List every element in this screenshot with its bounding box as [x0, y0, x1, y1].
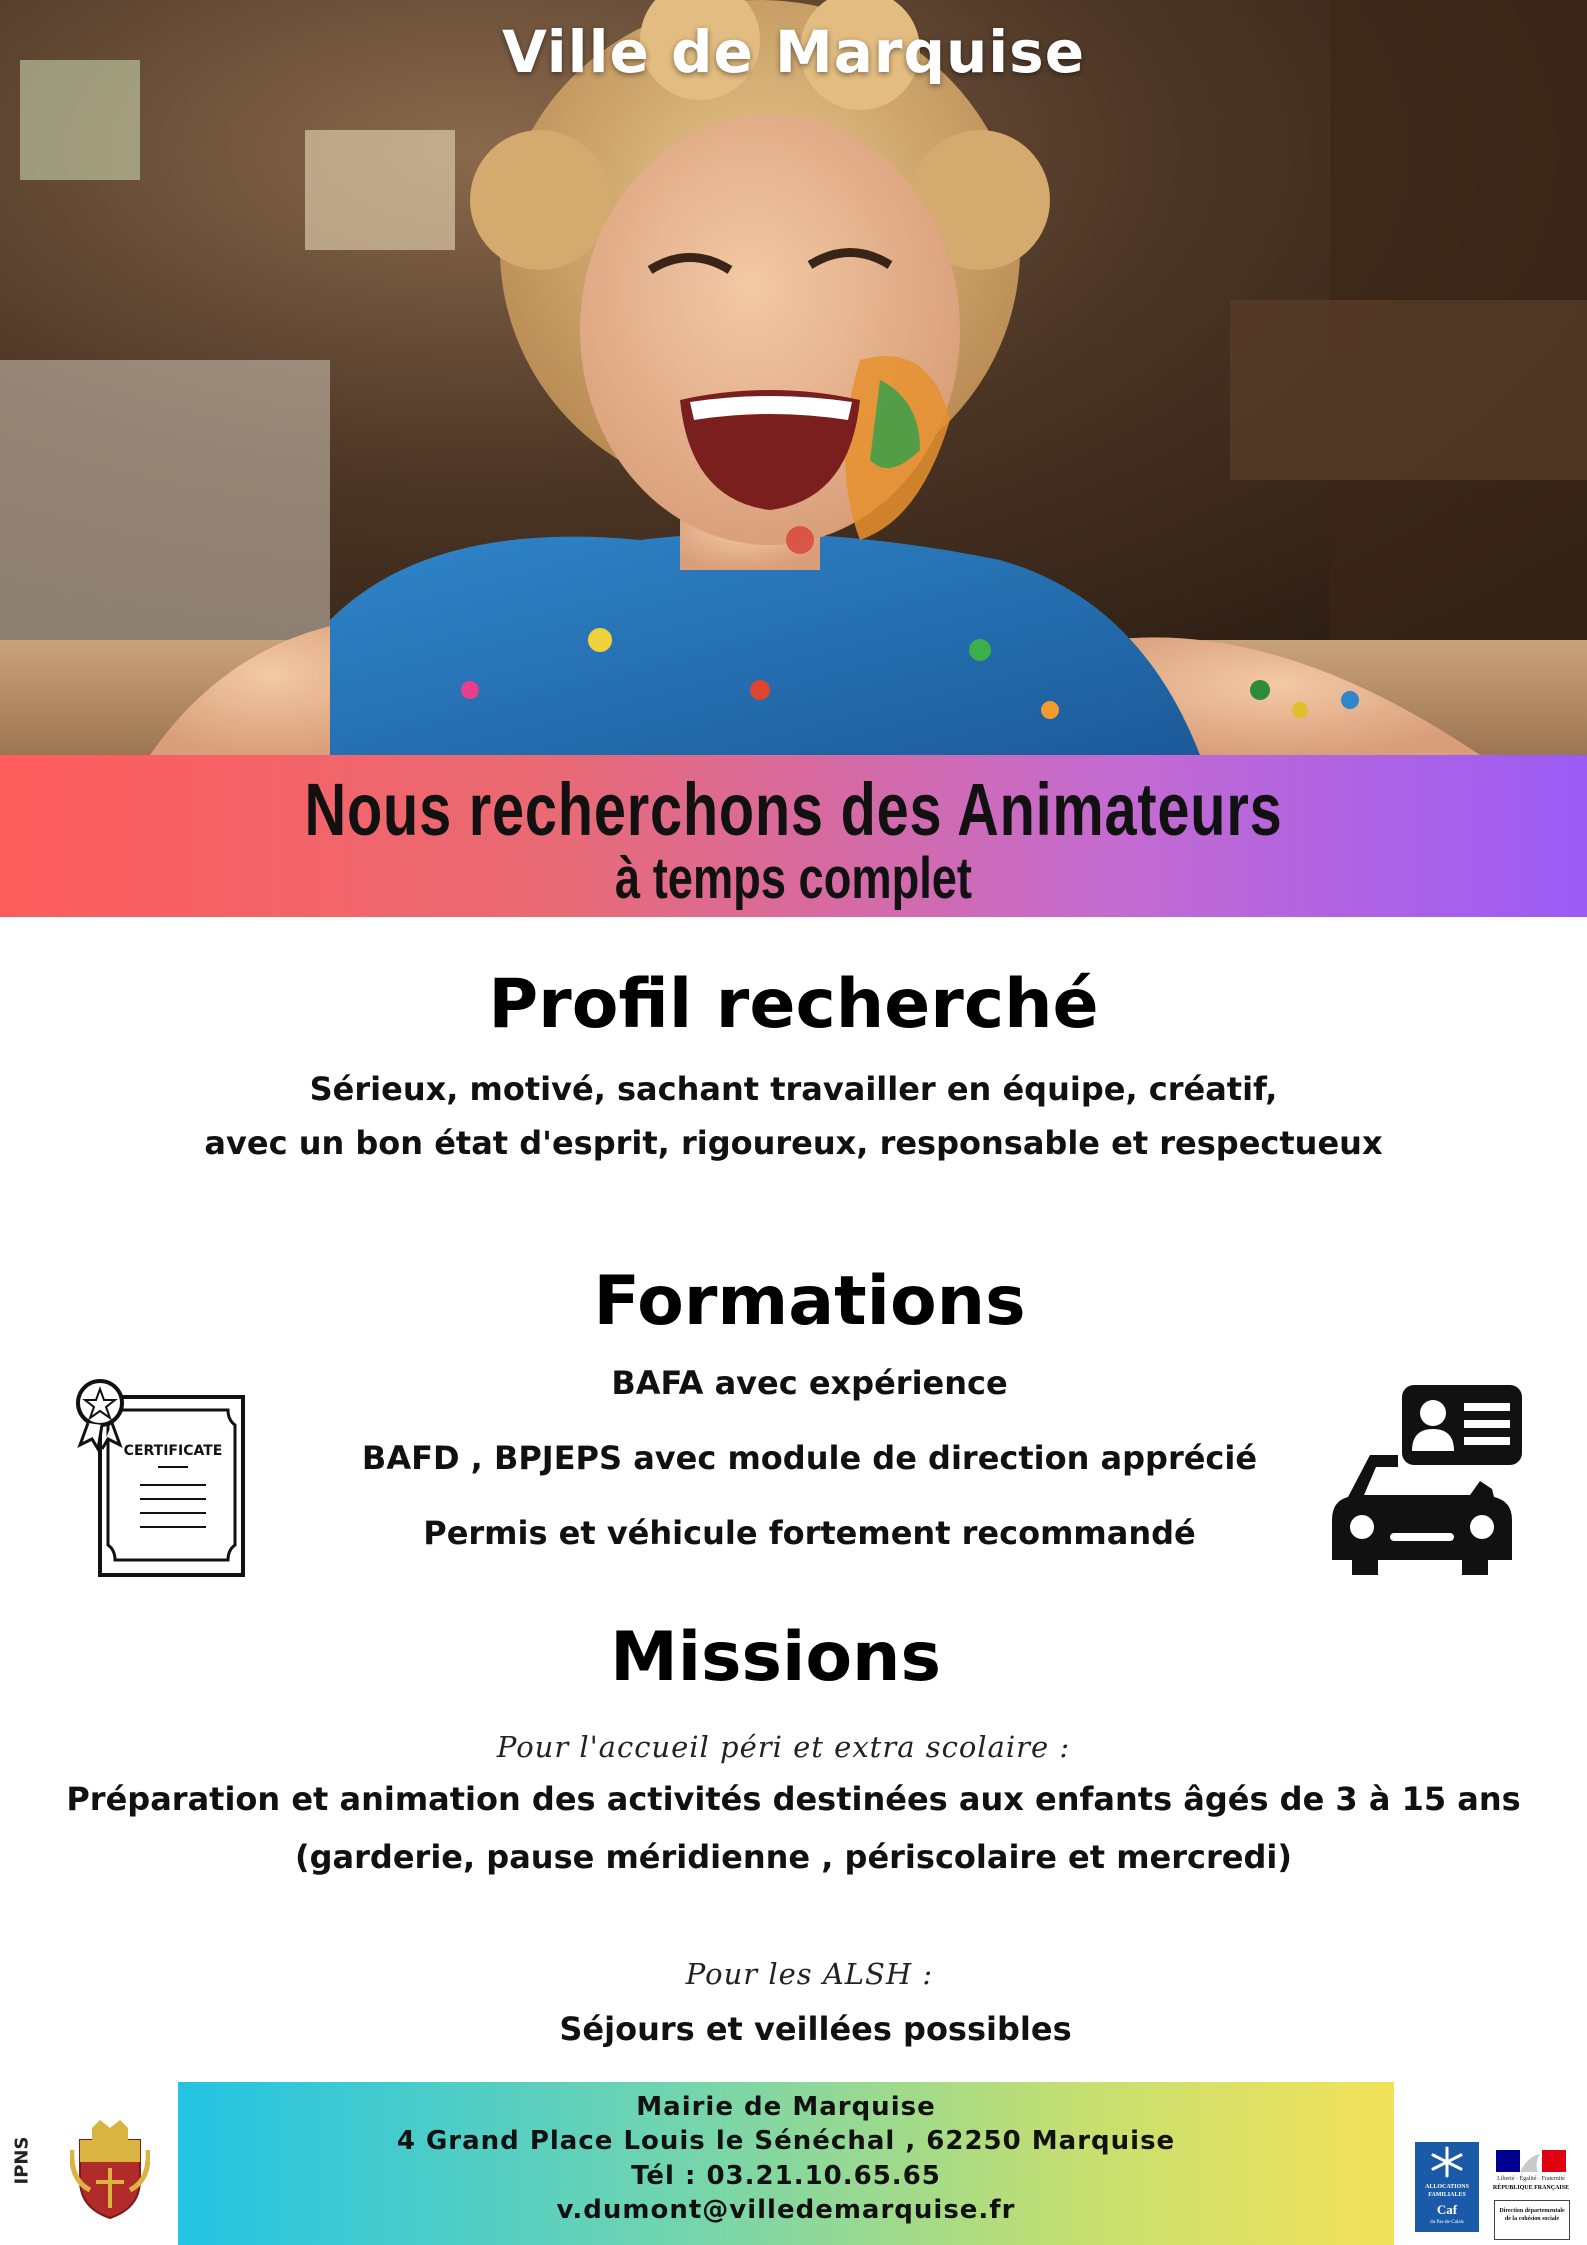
- missions-line-3: Séjours et veillées possibles: [559, 2010, 1072, 2048]
- contact-address: 4 Grand Place Louis le Sénéchal , 62250 Marquise: [396, 2126, 1176, 2156]
- profile-title: Profil recherché: [488, 965, 1099, 1044]
- caf-line-2: FAMILIALES: [1428, 2192, 1466, 2198]
- rf-name: RÉPUBLIQUE FRANÇAISE: [1492, 2185, 1570, 2191]
- banner-headline: Nous recherchons des Animateurs: [304, 768, 1283, 851]
- ipns-label: IPNS: [11, 2136, 33, 2185]
- missions-line-2: (garderie, pause méridienne , périscolaire et mercredi): [295, 1838, 1292, 1876]
- formation-item-3: Permis et véhicule fortement recommandé: [423, 1514, 1196, 1552]
- formations-title: Formations: [593, 1262, 1026, 1341]
- contact-name: Mairie de Marquise: [636, 2092, 936, 2122]
- rf-department: Direction départementale de la cohésion sociale: [1499, 2208, 1565, 2222]
- banner-subheadline: à temps complet: [615, 846, 972, 911]
- contact-email[interactable]: v.dumont@villedemarquise.fr: [556, 2195, 1016, 2225]
- car-license-icon: [1330, 1385, 1525, 1580]
- certificate-label: CERTIFICATE: [123, 1443, 223, 1459]
- contact-box: [178, 2082, 1394, 2245]
- rf-dept-box: [1494, 2200, 1570, 2240]
- hero-photo: [0, 0, 1587, 755]
- formation-item-1: BAFA avec expérience: [611, 1364, 1008, 1402]
- missions-subheading-periscolaire: Pour l'accueil péri et extra scolaire :: [496, 1730, 1071, 1764]
- missions-line-1: Préparation et animation des activités destinées aux enfants âgés de 3 à 15 ans: [66, 1780, 1521, 1818]
- certificate-icon: [70, 1375, 250, 1580]
- recruitment-banner: [0, 755, 1587, 917]
- child-painting-illustration: [0, 0, 1587, 755]
- rf-motto: Liberté · Égalité · Fraternité: [1497, 2176, 1565, 2182]
- caf-snowflake-icon: [1415, 2142, 1479, 2182]
- marianne-flag-icon: [1490, 2148, 1572, 2174]
- profile-line-2: avec un bon état d'esprit, rigoureux, responsable et respectueux: [204, 1124, 1383, 1162]
- formation-item-2: BAFD , BPJEPS avec module de direction apprécié: [361, 1439, 1258, 1477]
- caf-subtitle: du Pas-de-Calais: [1430, 2220, 1464, 2225]
- town-title: Ville de Marquise: [501, 18, 1086, 86]
- caf-name: Caf: [1436, 2202, 1458, 2217]
- caf-logo: [1415, 2142, 1479, 2232]
- republique-francaise-logo: [1490, 2148, 1572, 2240]
- missions-title: Missions: [610, 1618, 941, 1697]
- contact-phone: Tél : 03.21.10.65.65: [631, 2161, 941, 2191]
- missions-subheading-alsh: Pour les ALSH :: [685, 1957, 934, 1991]
- caf-line-1: ALLOCATIONS: [1425, 2184, 1469, 2190]
- profile-line-1: Sérieux, motivé, sachant travailler en équipe, créatif,: [309, 1070, 1278, 1108]
- town-crest-icon: [70, 2120, 150, 2220]
